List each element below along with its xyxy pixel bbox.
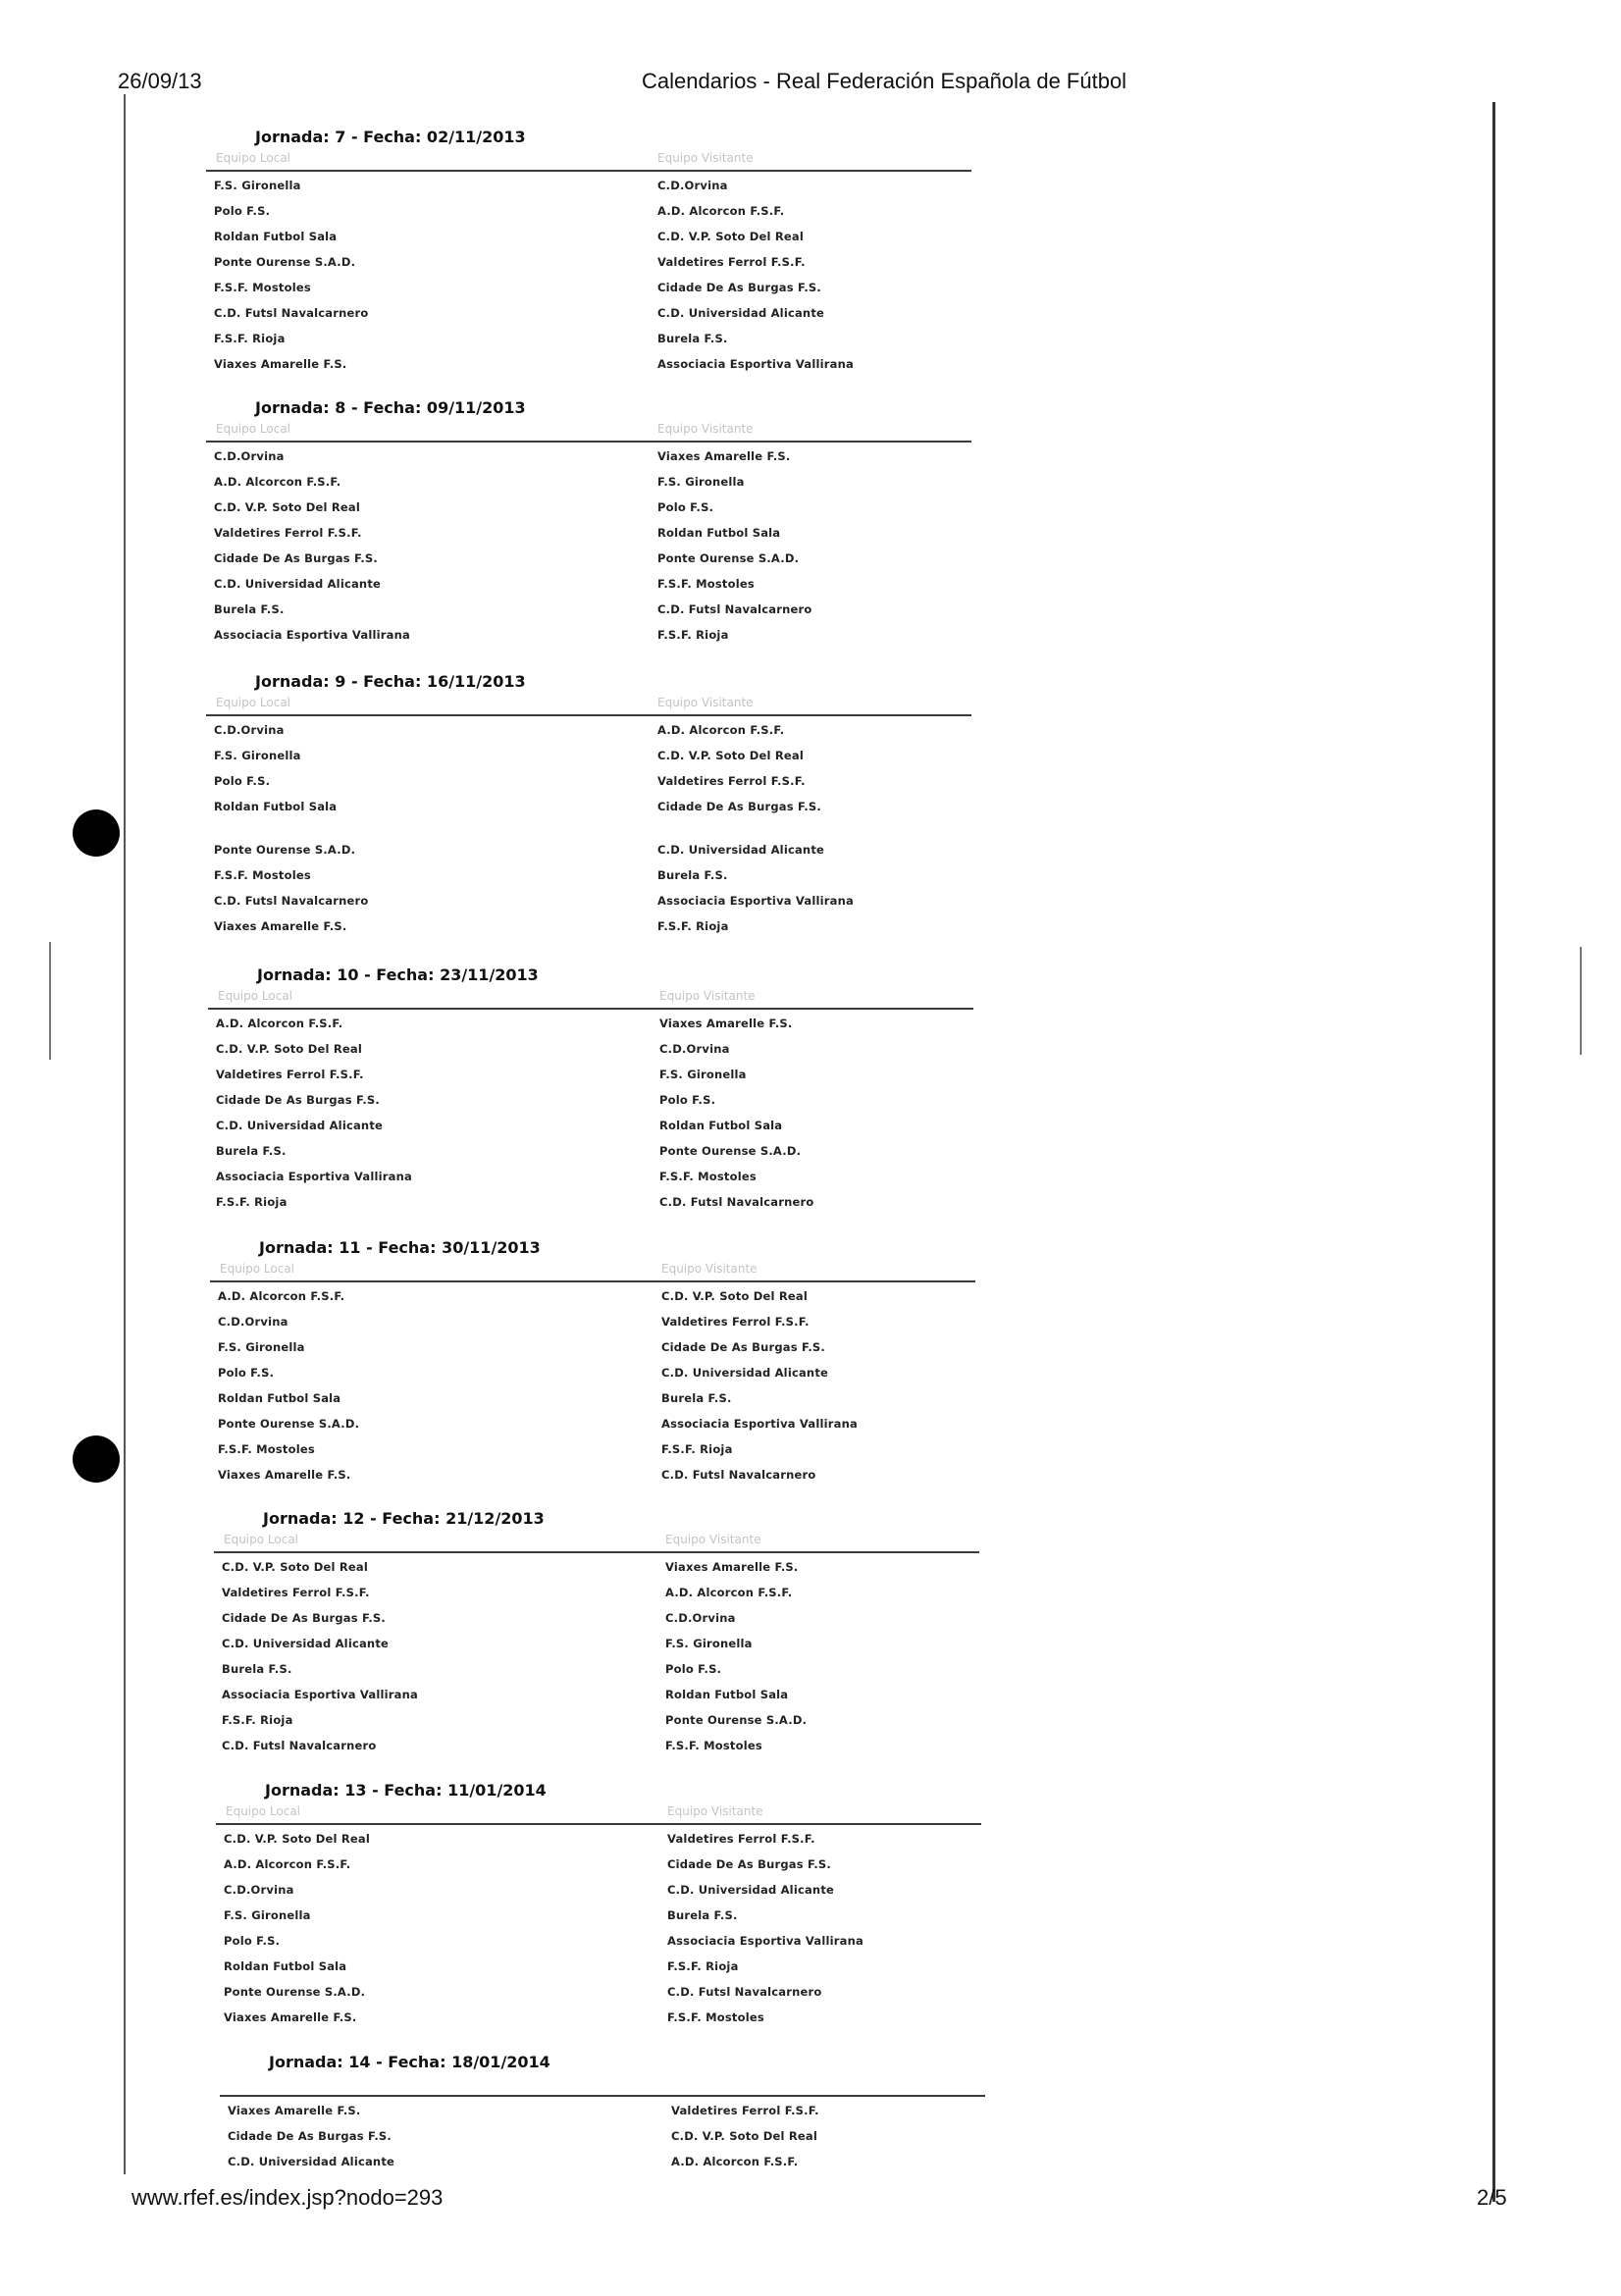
match-row: [210, 1289, 975, 1311]
visiting-team: F.S.F. Rioja: [657, 628, 729, 642]
local-team: A.D. Alcorcon F.S.F.: [214, 475, 341, 489]
right-margin-line: [1492, 102, 1495, 2202]
visiting-team: Valdetires Ferrol F.S.F.: [667, 1832, 815, 1846]
match-row: [206, 255, 971, 277]
local-team: C.D.Orvina: [214, 449, 285, 463]
match-row: [208, 1017, 973, 1038]
visiting-team: C.D.Orvina: [657, 179, 728, 192]
visiting-team: Burela F.S.: [657, 868, 728, 882]
visiting-team: Cidade De As Burgas F.S.: [661, 1340, 825, 1354]
visiting-team: Valdetires Ferrol F.S.F.: [661, 1315, 810, 1329]
match-row: [206, 894, 971, 915]
visiting-team: C.D. V.P. Soto Del Real: [661, 1289, 809, 1303]
column-header-local: Equipo Local: [216, 696, 291, 709]
local-team: Polo F.S.: [214, 204, 271, 218]
match-row: [206, 774, 971, 796]
visiting-team: C.D.Orvina: [659, 1042, 730, 1056]
print-date: 26/09/13: [118, 69, 202, 93]
match-row: [208, 1068, 973, 1089]
match-row: [220, 2104, 985, 2125]
page-title: Calendarios - Real Federación Española de Fútbol: [642, 69, 1127, 93]
jornada-title: Jornada: 8 - Fecha: 09/11/2013: [255, 398, 526, 417]
local-team: Roldan Futbol Sala: [214, 230, 338, 243]
match-row: [208, 1093, 973, 1115]
visiting-team: Associacia Esportiva Vallirana: [657, 894, 854, 908]
visiting-team: A.D. Alcorcon F.S.F.: [665, 1586, 793, 1599]
visiting-team: Ponte Ourense S.A.D.: [659, 1144, 802, 1158]
match-row: [214, 1637, 979, 1658]
visiting-team: F.S. Gironella: [659, 1068, 747, 1081]
local-team: A.D. Alcorcon F.S.F.: [216, 1017, 343, 1030]
scan-mark: [1580, 947, 1582, 1055]
visiting-team: F.S. Gironella: [665, 1637, 753, 1650]
visiting-team: Valdetires Ferrol F.S.F.: [657, 774, 806, 788]
local-team: F.S. Gironella: [214, 179, 301, 192]
local-team: C.D. V.P. Soto Del Real: [222, 1560, 369, 1574]
visiting-team: F.S.F. Mostoles: [665, 1739, 762, 1752]
visiting-team: C.D. Futsl Navalcarnero: [667, 1985, 822, 1999]
local-team: Ponte Ourense S.A.D.: [214, 843, 356, 857]
local-team: Polo F.S.: [218, 1366, 275, 1380]
match-row: [208, 1170, 973, 1191]
jornada-title: Jornada: 13 - Fecha: 11/01/2014: [265, 1781, 547, 1800]
visiting-team: Roldan Futbol Sala: [659, 1119, 783, 1132]
match-row: [206, 749, 971, 770]
visiting-team: C.D. Futsl Navalcarnero: [661, 1468, 816, 1482]
visiting-team: F.S.F. Rioja: [657, 919, 729, 933]
local-team: Valdetires Ferrol F.S.F.: [222, 1586, 370, 1599]
visiting-team: Cidade De As Burgas F.S.: [667, 1857, 831, 1871]
local-team: Associacia Esportiva Vallirana: [216, 1170, 412, 1183]
visiting-team: Roldan Futbol Sala: [665, 1688, 789, 1701]
local-team: Ponte Ourense S.A.D.: [214, 255, 356, 269]
jornada-title: Jornada: 11 - Fecha: 30/11/2013: [259, 1238, 541, 1257]
column-header-visitante: Equipo Visitante: [657, 151, 754, 165]
visiting-team: C.D. V.P. Soto Del Real: [657, 749, 805, 762]
left-margin-line: [124, 94, 126, 2174]
match-row: [214, 1560, 979, 1582]
match-row: [210, 1315, 975, 1336]
match-row: [214, 1611, 979, 1633]
visiting-team: Viaxes Amarelle F.S.: [665, 1560, 799, 1574]
match-row: [206, 281, 971, 302]
visiting-team: Burela F.S.: [657, 332, 728, 345]
visiting-team: A.D. Alcorcon F.S.F.: [657, 723, 785, 737]
header-rule: [208, 1008, 973, 1010]
local-team: C.D. Universidad Alicante: [228, 2155, 395, 2168]
match-row: [210, 1417, 975, 1438]
local-team: C.D. Universidad Alicante: [216, 1119, 384, 1132]
visiting-team: Polo F.S.: [659, 1093, 716, 1107]
visiting-team: F.S.F. Mostoles: [659, 1170, 757, 1183]
match-row: [208, 1119, 973, 1140]
visiting-team: Associacia Esportiva Vallirana: [661, 1417, 858, 1431]
local-team: Cidade De As Burgas F.S.: [214, 551, 378, 565]
visiting-team: Polo F.S.: [657, 500, 714, 514]
scan-mark: [49, 942, 51, 1060]
local-team: A.D. Alcorcon F.S.F.: [218, 1289, 345, 1303]
local-team: F.S. Gironella: [224, 1908, 311, 1922]
match-row: [210, 1391, 975, 1413]
match-row: [206, 628, 971, 650]
visiting-team: F.S.F. Rioja: [667, 1959, 739, 1973]
visiting-team: Valdetires Ferrol F.S.F.: [657, 255, 806, 269]
local-team: Associacia Esportiva Vallirana: [214, 628, 410, 642]
visiting-team: C.D. V.P. Soto Del Real: [657, 230, 805, 243]
local-team: Roldan Futbol Sala: [224, 1959, 347, 1973]
visiting-team: C.D. Futsl Navalcarnero: [657, 602, 812, 616]
header-rule: [220, 2095, 985, 2097]
match-row: [214, 1713, 979, 1735]
column-header-visitante: Equipo Visitante: [667, 1804, 763, 1818]
punch-hole-icon: [73, 809, 120, 857]
visiting-team: Associacia Esportiva Vallirana: [667, 1934, 863, 1948]
local-team: C.D. Futsl Navalcarnero: [214, 894, 369, 908]
header-rule: [216, 1823, 981, 1825]
match-row: [208, 1144, 973, 1166]
column-header-visitante: Equipo Visitante: [657, 696, 754, 709]
match-row: [210, 1442, 975, 1464]
column-header-visitante: Equipo Visitante: [661, 1262, 758, 1276]
match-row: [214, 1739, 979, 1760]
local-team: C.D. Futsl Navalcarnero: [214, 306, 369, 320]
match-row: [206, 475, 971, 496]
match-row: [216, 1908, 981, 1930]
column-header-visitante: Equipo Visitante: [659, 989, 756, 1003]
match-row: [208, 1195, 973, 1217]
local-team: Roldan Futbol Sala: [218, 1391, 341, 1405]
match-row: [220, 2155, 985, 2176]
match-row: [216, 1934, 981, 1956]
visiting-team: Roldan Futbol Sala: [657, 526, 781, 540]
local-team: Valdetires Ferrol F.S.F.: [214, 526, 362, 540]
match-row: [206, 602, 971, 624]
visiting-team: Cidade De As Burgas F.S.: [657, 281, 821, 294]
match-row: [214, 1662, 979, 1684]
visiting-team: F.S.F. Rioja: [661, 1442, 733, 1456]
local-team: F.S.F. Mostoles: [214, 281, 311, 294]
match-row: [206, 357, 971, 379]
visiting-team: F.S. Gironella: [657, 475, 745, 489]
match-row: [216, 1883, 981, 1905]
match-row: [216, 2010, 981, 2032]
local-team: F.S.F. Rioja: [214, 332, 286, 345]
visiting-team: C.D. Universidad Alicante: [661, 1366, 829, 1380]
local-team: F.S.F. Mostoles: [218, 1442, 315, 1456]
local-team: Polo F.S.: [214, 774, 271, 788]
visiting-team: Cidade De As Burgas F.S.: [657, 800, 821, 813]
visiting-team: Burela F.S.: [667, 1908, 738, 1922]
column-header-local: Equipo Local: [218, 989, 293, 1003]
match-row: [206, 551, 971, 573]
jornada-title: Jornada: 9 - Fecha: 16/11/2013: [255, 672, 526, 691]
local-team: F.S.F. Rioja: [222, 1713, 293, 1727]
local-team: C.D. Universidad Alicante: [222, 1637, 390, 1650]
local-team: Burela F.S.: [222, 1662, 292, 1676]
visiting-team: F.S.F. Mostoles: [667, 2010, 764, 2024]
visiting-team: F.S.F. Mostoles: [657, 577, 755, 591]
local-team: Viaxes Amarelle F.S.: [228, 2104, 361, 2117]
match-row: [206, 868, 971, 890]
local-team: C.D. Universidad Alicante: [214, 577, 382, 591]
column-header-local: Equipo Local: [216, 422, 291, 436]
local-team: F.S.F. Rioja: [216, 1195, 288, 1209]
match-row: [210, 1468, 975, 1489]
visiting-team: Ponte Ourense S.A.D.: [665, 1713, 808, 1727]
visiting-team: C.D.Orvina: [665, 1611, 736, 1625]
match-row: [210, 1340, 975, 1362]
local-team: Burela F.S.: [216, 1144, 287, 1158]
match-row: [206, 800, 971, 821]
local-team: F.S.F. Mostoles: [214, 868, 311, 882]
column-header-local: Equipo Local: [220, 1262, 295, 1276]
local-team: C.D.Orvina: [224, 1883, 294, 1897]
match-row: [216, 1985, 981, 2007]
column-header-visitante: Equipo Visitante: [657, 422, 754, 436]
local-team: Associacia Esportiva Vallirana: [222, 1688, 418, 1701]
column-header-local: Equipo Local: [226, 1804, 301, 1818]
match-row: [216, 1832, 981, 1853]
header-rule: [214, 1551, 979, 1553]
local-team: C.D. V.P. Soto Del Real: [216, 1042, 363, 1056]
match-row: [214, 1688, 979, 1709]
match-row: [206, 577, 971, 599]
local-team: Ponte Ourense S.A.D.: [218, 1417, 360, 1431]
match-row: [206, 332, 971, 353]
local-team: C.D.Orvina: [214, 723, 285, 737]
match-row: [206, 230, 971, 251]
match-row: [210, 1366, 975, 1387]
jornada-title: Jornada: 7 - Fecha: 02/11/2013: [255, 128, 526, 146]
local-team: Ponte Ourense S.A.D.: [224, 1985, 366, 1999]
jornada-title: Jornada: 12 - Fecha: 21/12/2013: [263, 1509, 545, 1528]
visiting-team: C.D. Universidad Alicante: [667, 1883, 835, 1897]
visiting-team: Viaxes Amarelle F.S.: [657, 449, 791, 463]
header-rule: [206, 170, 971, 172]
jornada-title: Jornada: 10 - Fecha: 23/11/2013: [257, 965, 539, 984]
match-row: [206, 919, 971, 941]
visiting-team: Associacia Esportiva Vallirana: [657, 357, 854, 371]
visiting-team: Valdetires Ferrol F.S.F.: [671, 2104, 819, 2117]
visiting-team: C.D. V.P. Soto Del Real: [671, 2129, 818, 2143]
match-row: [206, 843, 971, 864]
header-rule: [210, 1280, 975, 1282]
visiting-team: C.D. Universidad Alicante: [657, 306, 825, 320]
match-row: [220, 2129, 985, 2151]
match-row: [206, 500, 971, 522]
match-row: [206, 204, 971, 226]
local-team: Viaxes Amarelle F.S.: [218, 1468, 351, 1482]
local-team: Roldan Futbol Sala: [214, 800, 338, 813]
visiting-team: Polo F.S.: [665, 1662, 722, 1676]
jornada-title: Jornada: 14 - Fecha: 18/01/2014: [269, 2053, 550, 2071]
local-team: Valdetires Ferrol F.S.F.: [216, 1068, 364, 1081]
local-team: C.D. V.P. Soto Del Real: [224, 1832, 371, 1846]
column-header-local: Equipo Local: [224, 1533, 299, 1546]
local-team: Viaxes Amarelle F.S.: [214, 357, 347, 371]
local-team: Viaxes Amarelle F.S.: [214, 919, 347, 933]
visiting-team: Burela F.S.: [661, 1391, 732, 1405]
match-row: [206, 723, 971, 745]
visiting-team: A.D. Alcorcon F.S.F.: [671, 2155, 799, 2168]
visiting-team: C.D. Futsl Navalcarnero: [659, 1195, 814, 1209]
local-team: A.D. Alcorcon F.S.F.: [224, 1857, 351, 1871]
local-team: F.S. Gironella: [214, 749, 301, 762]
page-number: 2/5: [1477, 2185, 1507, 2210]
match-row: [206, 306, 971, 328]
local-team: C.D.Orvina: [218, 1315, 288, 1329]
header-rule: [206, 714, 971, 716]
local-team: Cidade De As Burgas F.S.: [228, 2129, 392, 2143]
page-url: www.rfef.es/index.jsp?nodo=293: [131, 2185, 444, 2210]
local-team: Cidade De As Burgas F.S.: [222, 1611, 386, 1625]
match-row: [214, 1586, 979, 1607]
match-row: [216, 1857, 981, 1879]
visiting-team: Viaxes Amarelle F.S.: [659, 1017, 793, 1030]
local-team: C.D. V.P. Soto Del Real: [214, 500, 361, 514]
local-team: Viaxes Amarelle F.S.: [224, 2010, 357, 2024]
match-row: [206, 526, 971, 548]
header-rule: [206, 441, 971, 443]
visiting-team: Ponte Ourense S.A.D.: [657, 551, 800, 565]
local-team: Burela F.S.: [214, 602, 285, 616]
column-header-visitante: Equipo Visitante: [665, 1533, 761, 1546]
visiting-team: C.D. Universidad Alicante: [657, 843, 825, 857]
match-row: [208, 1042, 973, 1064]
match-row: [216, 1959, 981, 1981]
local-team: C.D. Futsl Navalcarnero: [222, 1739, 377, 1752]
match-row: [206, 449, 971, 471]
match-row: [206, 179, 971, 200]
column-header-local: Equipo Local: [216, 151, 291, 165]
local-team: Polo F.S.: [224, 1934, 281, 1948]
punch-hole-icon: [73, 1435, 120, 1483]
visiting-team: A.D. Alcorcon F.S.F.: [657, 204, 785, 218]
local-team: F.S. Gironella: [218, 1340, 305, 1354]
local-team: Cidade De As Burgas F.S.: [216, 1093, 380, 1107]
